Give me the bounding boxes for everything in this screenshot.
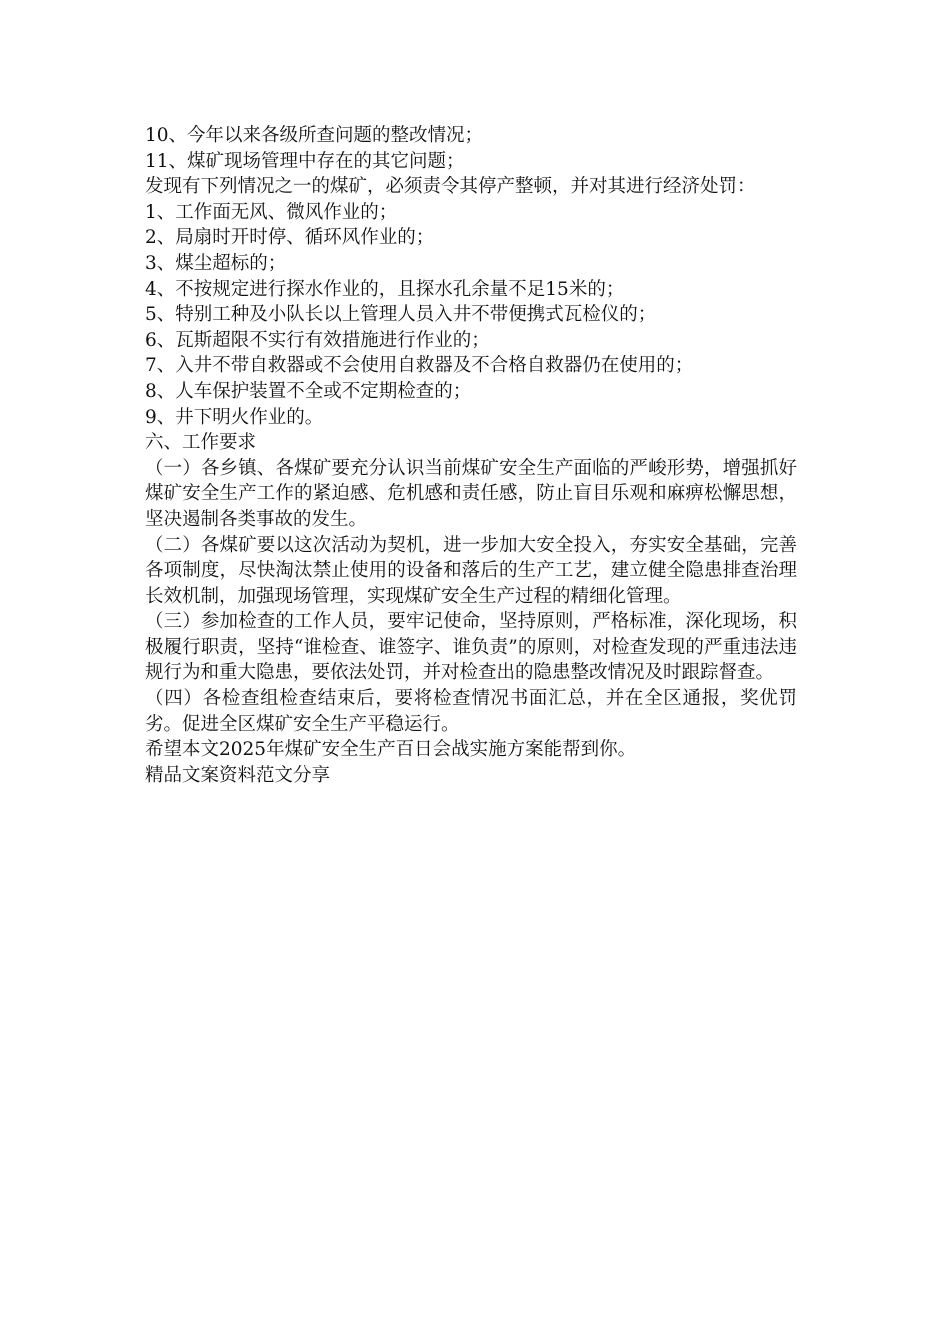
list-item-6: 6、瓦斯超限不实行有效措施进行作业的； [145,329,490,351]
paragraph-suspension-intro: 发现有下列情况之一的煤矿，必须责令其停产整顿，并对其进行经济处罚： [145,176,756,198]
list-item-7: 7、入井不带自救器或不会使用自救器及不合格自救器仍在使用的； [145,355,694,377]
requirement-paragraph-1: （一）各乡镇、各煤矿要充分认识当前煤矿安全生产面临的严峻形势，增强抓好煤矿安全生产工作的紧迫感、危机感和责任感，防止盲目乐观和麻痹松懈思想，坚决遏制各类事故的发生。 [145,457,797,530]
list-item-5: 5、特别工种及小队长以上管理人员入井不带便携式瓦检仪的； [145,304,657,326]
list-item-4: 4、不按规定进行探水作业的，且探水孔余量不足15米的； [145,278,625,300]
list-item-8: 8、人车保护装置不全或不定期检查的； [145,380,472,402]
list-item-2: 2、局扇时开时停、循环风作业的； [145,227,435,249]
section-heading-work-requirements: 六、工作要求 [145,432,257,454]
requirement-paragraph-4: （四）各检查组检查结束后，要将检查情况书面汇总，并在全区通报，奖优罚劣。促进全区煤矿安全生产平稳运行。 [145,688,797,735]
footer-tagline: 精品文案资料范文分享 [145,764,331,786]
requirement-paragraph-3: （三）参加检查的工作人员，要牢记使命，坚持原则，严格标准，深化现场，积极履行职责，坚持“谁检查、谁签字、谁负责”的原则，对检查发现的严重违法违规行为和重大隐患，要依法处罚，并对检查出的隐患整改情况及时跟踪督查。 [145,611,797,684]
paragraph-other-issues: 11、煤矿现场管理中存在的其它问题； [145,150,465,172]
list-item-3: 3、煤尘超标的； [145,252,287,274]
paragraph-rectification-status: 10、今年以来各级所查问题的整改情况； [145,125,484,146]
closing-note: 希望本文2025年煤矿安全生产百日会战实施方案能帮到你。 [145,739,637,761]
document-body [145,123,797,788]
list-item-1: 1、工作面无风、微风作业的； [145,201,398,223]
requirement-paragraph-2: （二）各煤矿要以这次活动为契机，进一步加大安全投入，夯实安全基础，完善各项制度，尽快淘汰禁止使用的设备和落后的生产工艺，建立健全隐患排查治理长效机制，加强现场管理，实现煤矿安全生产过程的精细化管理。 [145,534,797,607]
list-item-9: 9、井下明火作业的。 [145,406,324,428]
